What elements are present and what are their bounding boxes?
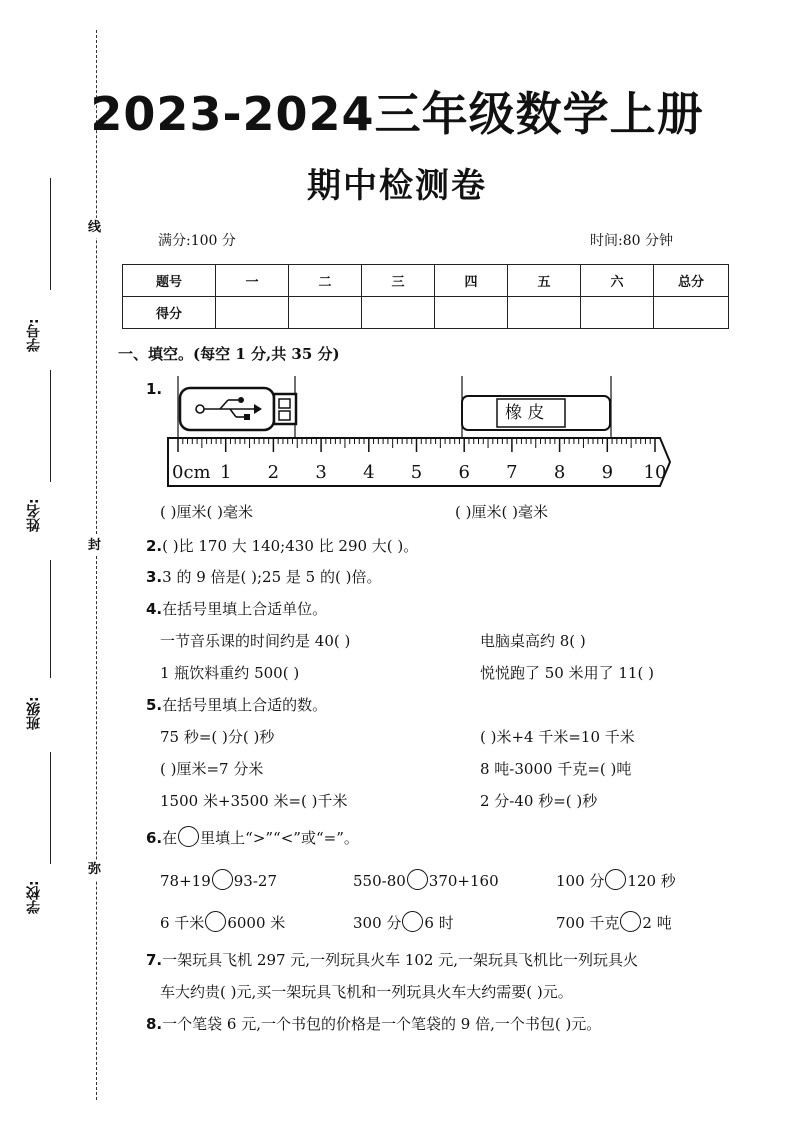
class-line bbox=[50, 560, 51, 678]
answer-circle[interactable] bbox=[402, 911, 423, 932]
q4 bbox=[146, 598, 327, 619]
q6 bbox=[146, 826, 359, 848]
full-score: 满分:100 分 bbox=[158, 233, 236, 249]
score-table-score-row bbox=[123, 297, 729, 329]
q6-right-expr: 120 秒 bbox=[627, 872, 676, 890]
q4-item: 电脑桌高约 8( ) bbox=[480, 632, 586, 650]
score-header-cell: 六 bbox=[581, 265, 654, 297]
q4-number: 4. bbox=[146, 600, 163, 618]
q5-item: 8 吨-3000 千克=( )吨 bbox=[480, 760, 632, 778]
q6-pair bbox=[556, 911, 672, 933]
binding-char-xian: 线 bbox=[88, 218, 101, 238]
q4-item: 一节音乐课的时间约是 40( ) bbox=[160, 632, 351, 650]
score-header-cell: 题号 bbox=[123, 265, 216, 297]
q1-answer-eraser: ( )厘米( )毫米 bbox=[455, 503, 548, 521]
q3-text: 3 的 9 倍是( );25 是 5 的( )倍。 bbox=[162, 568, 382, 586]
exam-time: 时间:80 分钟 bbox=[590, 233, 673, 249]
q5-item: 75 秒=( )分( )秒 bbox=[160, 728, 275, 746]
q6-pair bbox=[556, 869, 676, 891]
q6-right-expr: 93-27 bbox=[233, 872, 277, 890]
q4-text: 在括号里填上合适单位。 bbox=[162, 600, 328, 618]
q6-pair bbox=[160, 911, 285, 933]
q6-pair bbox=[160, 869, 277, 890]
q6-number: 6. bbox=[146, 829, 163, 847]
comparison-circle-icon bbox=[178, 826, 199, 847]
q4-item: 1 瓶饮料重约 500( ) bbox=[160, 664, 300, 682]
q7-text-1: 一架玩具飞机 297 元,一列玩具火车 102 元,一架玩具飞机比一列玩具火 bbox=[162, 951, 639, 969]
q6-left-expr: 100 分 bbox=[556, 872, 605, 890]
q6-left-expr: 6 千米 bbox=[160, 914, 205, 932]
q6-left-expr: 78+19 bbox=[160, 872, 211, 890]
score-header-cell: 五 bbox=[508, 265, 581, 297]
student-id-label: 学号: bbox=[26, 318, 42, 352]
score-cell[interactable] bbox=[435, 297, 508, 329]
q3-number: 3. bbox=[146, 568, 163, 586]
ruler-figure bbox=[160, 372, 680, 490]
usb-drive-icon bbox=[178, 376, 296, 442]
score-table bbox=[122, 264, 729, 329]
ruler-tick-label: 7 bbox=[506, 462, 518, 483]
q5-text: 在括号里填上合适的数。 bbox=[162, 696, 328, 714]
q6-right-expr: 370+160 bbox=[428, 872, 499, 890]
answer-circle[interactable] bbox=[407, 869, 428, 890]
q7-line-1 bbox=[146, 949, 638, 970]
q8-text: 一个笔袋 6 元,一个书包的价格是一个笔袋的 9 倍,一个书包( )元。 bbox=[162, 1015, 602, 1033]
binding-char-feng: 封 bbox=[88, 536, 101, 556]
ruler-tick-label: 6 bbox=[458, 462, 470, 483]
school-label: 学校: bbox=[26, 880, 42, 914]
name-label: 姓名: bbox=[26, 498, 42, 532]
q6-right-expr: 6000 米 bbox=[227, 914, 286, 932]
q5-number: 5. bbox=[146, 696, 163, 714]
score-header-cell: 四 bbox=[435, 265, 508, 297]
ruler-tick-label: 8 bbox=[553, 462, 566, 483]
q6-left-expr: 300 分 bbox=[353, 914, 402, 932]
ruler-tick-label: 3 bbox=[315, 462, 327, 483]
score-table-header-row bbox=[123, 265, 729, 297]
q5-item: 1500 米+3500 米=( )千米 bbox=[160, 792, 348, 810]
score-cell[interactable] bbox=[581, 297, 654, 329]
class-label: 班级: bbox=[26, 696, 42, 730]
q4-item: 悦悦跑了 50 米用了 11( ) bbox=[480, 664, 654, 682]
q6-left-expr: 700 千克 bbox=[556, 914, 620, 932]
q6-right-expr: 6 时 bbox=[424, 914, 454, 932]
answer-circle[interactable] bbox=[605, 869, 626, 890]
answer-circle[interactable] bbox=[205, 911, 226, 932]
ruler-tick-label: 5 bbox=[410, 462, 423, 483]
score-row-label: 得分 bbox=[123, 297, 216, 329]
q6-right-expr: 2 吨 bbox=[642, 914, 672, 932]
q1-number: 1. bbox=[146, 380, 163, 398]
score-header-cell: 二 bbox=[289, 265, 362, 297]
ruler-tick-label: 2 bbox=[267, 462, 280, 483]
q1-answer-usb: ( )厘米( )毫米 bbox=[160, 503, 253, 521]
answer-circle[interactable] bbox=[212, 869, 233, 890]
q6-left-expr: 550-80 bbox=[353, 872, 406, 890]
score-cell[interactable] bbox=[508, 297, 581, 329]
score-header-cell: 三 bbox=[362, 265, 435, 297]
page-subtitle: 期中检测卷 bbox=[307, 166, 487, 206]
q7-number: 7. bbox=[146, 951, 163, 969]
name-line bbox=[50, 370, 51, 482]
q7-line-2: 车大约贵( )元,买一架玩具飞机和一列玩具火车大约需要( )元。 bbox=[160, 983, 573, 1001]
q6-text-b: 里填上“>”“<”或“=”。 bbox=[200, 829, 359, 847]
q8 bbox=[146, 1013, 601, 1034]
ruler-tick-label: 1 bbox=[219, 462, 232, 483]
q5-item: ( )米+4 千米=10 千米 bbox=[480, 728, 635, 746]
q5-item: 2 分-40 秒=( )秒 bbox=[480, 792, 598, 810]
q2-number: 2. bbox=[146, 537, 163, 555]
ruler-tick-label: 9 bbox=[601, 462, 614, 483]
score-cell[interactable] bbox=[216, 297, 289, 329]
q2 bbox=[146, 535, 418, 556]
q6-text-a: 在 bbox=[162, 829, 178, 847]
ruler-tick-label: 0cm bbox=[172, 462, 211, 483]
q2-text: ( )比 170 大 140;430 比 290 大( )。 bbox=[162, 537, 419, 555]
score-header-cell: 总分 bbox=[654, 265, 729, 297]
ruler-tick-label: 4 bbox=[363, 462, 375, 483]
q5 bbox=[146, 694, 327, 715]
school-line bbox=[50, 752, 51, 864]
q6-pair bbox=[353, 869, 499, 890]
eraser-label: 橡 皮 bbox=[505, 403, 545, 423]
score-header-cell: 一 bbox=[216, 265, 289, 297]
score-cell[interactable] bbox=[654, 297, 729, 329]
q5-item: ( )厘米=7 分米 bbox=[160, 760, 264, 778]
ruler-tick-label: 10 bbox=[643, 462, 667, 483]
section-1-heading: 一、填空。(每空 1 分,共 35 分) bbox=[118, 345, 340, 363]
binding-char-mi: 弥 bbox=[88, 860, 101, 880]
score-cell[interactable] bbox=[362, 297, 435, 329]
score-cell[interactable] bbox=[289, 297, 362, 329]
answer-circle[interactable] bbox=[620, 911, 641, 932]
q3 bbox=[146, 566, 381, 587]
page-title: 2023-2024三年级数学上册 bbox=[90, 87, 704, 141]
q8-number: 8. bbox=[146, 1015, 163, 1033]
q6-pair bbox=[353, 911, 454, 933]
